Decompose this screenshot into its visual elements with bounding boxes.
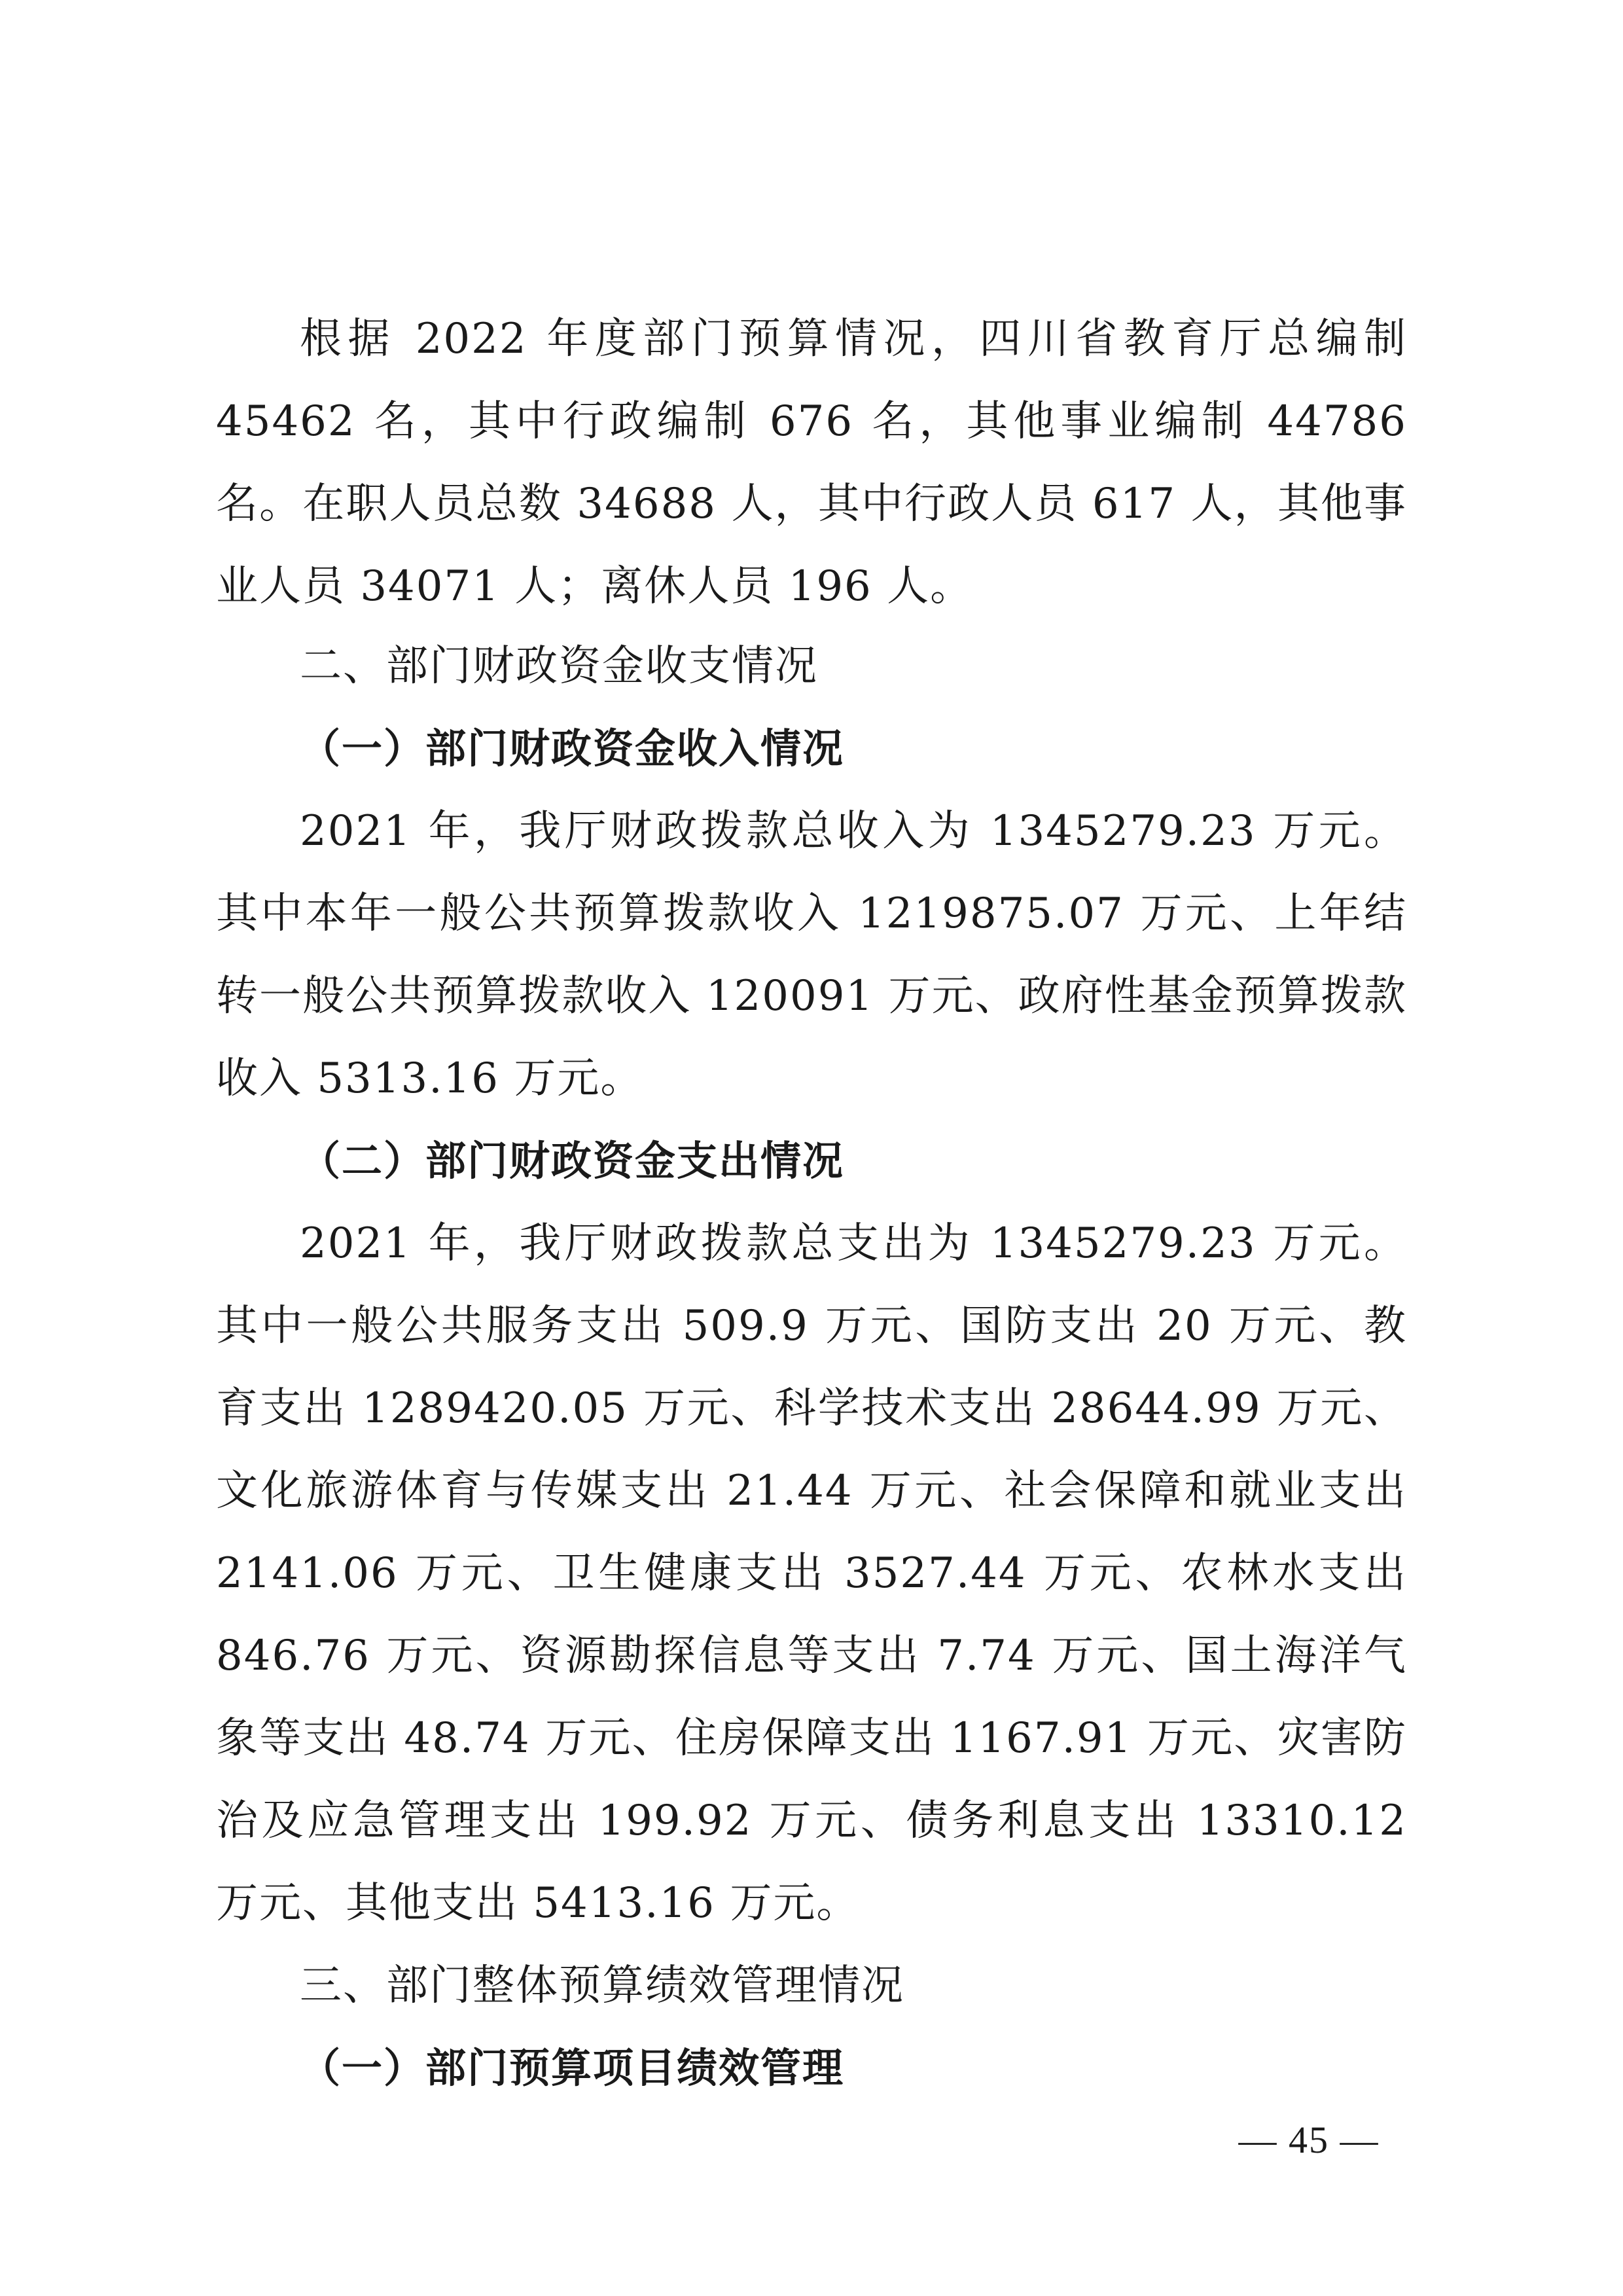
page-number: — 45 —	[1238, 2119, 1380, 2161]
income-subheading: （一）部门财政资金收入情况	[300, 725, 845, 772]
staffing-paragraph: 根据 2022 年度部门预算情况，四川省教育厅总编制 45462 名，其中行政编制 676 名，其他事业编制 44786 名。在职人员总数 34688 人，其中行政人员 617 人，其他事业人员 34071 人；离休人员 196 人。	[216, 315, 1407, 611]
staffing-block	[216, 298, 1407, 628]
income-paragraph: 2021 年，我厅财政拨款总收入为 1345279.23 万元。其中本年一般公共预算拨款收入 1219875.07 万元、上年结转一般公共预算拨款收入 120091 万元、政府性基金预算拨款收入 5313.16 万元。	[216, 807, 1407, 1103]
expenditure-subheading: （二）部门财政资金支出情况	[300, 1137, 845, 1185]
section-two-block	[216, 625, 1407, 2109]
project-performance-subheading: （一）部门预算项目绩效管理	[300, 2044, 845, 2092]
expenditure-paragraph: 2021 年，我厅财政拨款总支出为 1345279.23 万元。其中一般公共服务支出 509.9 万元、国防支出 20 万元、教育支出 1289420.05 万元、科学技术支出 28644.99 万元、文化旅游体育与传媒支出 21.44 万元、社会保障和就业支出 2141.06 万元、卫生健康支出 3527.44 万元、农林水支出 846.76 万元、资源勘探信息等支出 7.74 万元、国土海洋气象等支出 48.74 万元、住房保障支出 1167.91 万元、灾害防治及应急管理支出 199.92 万元、债务利息支出 13310.12 万元、其他支出 5413.16 万元。	[216, 1219, 1407, 1928]
section-three-heading: 三、部门整体预算绩效管理情况	[300, 1962, 904, 2010]
section-two-heading: 二、部门财政资金收支情况	[300, 642, 818, 691]
